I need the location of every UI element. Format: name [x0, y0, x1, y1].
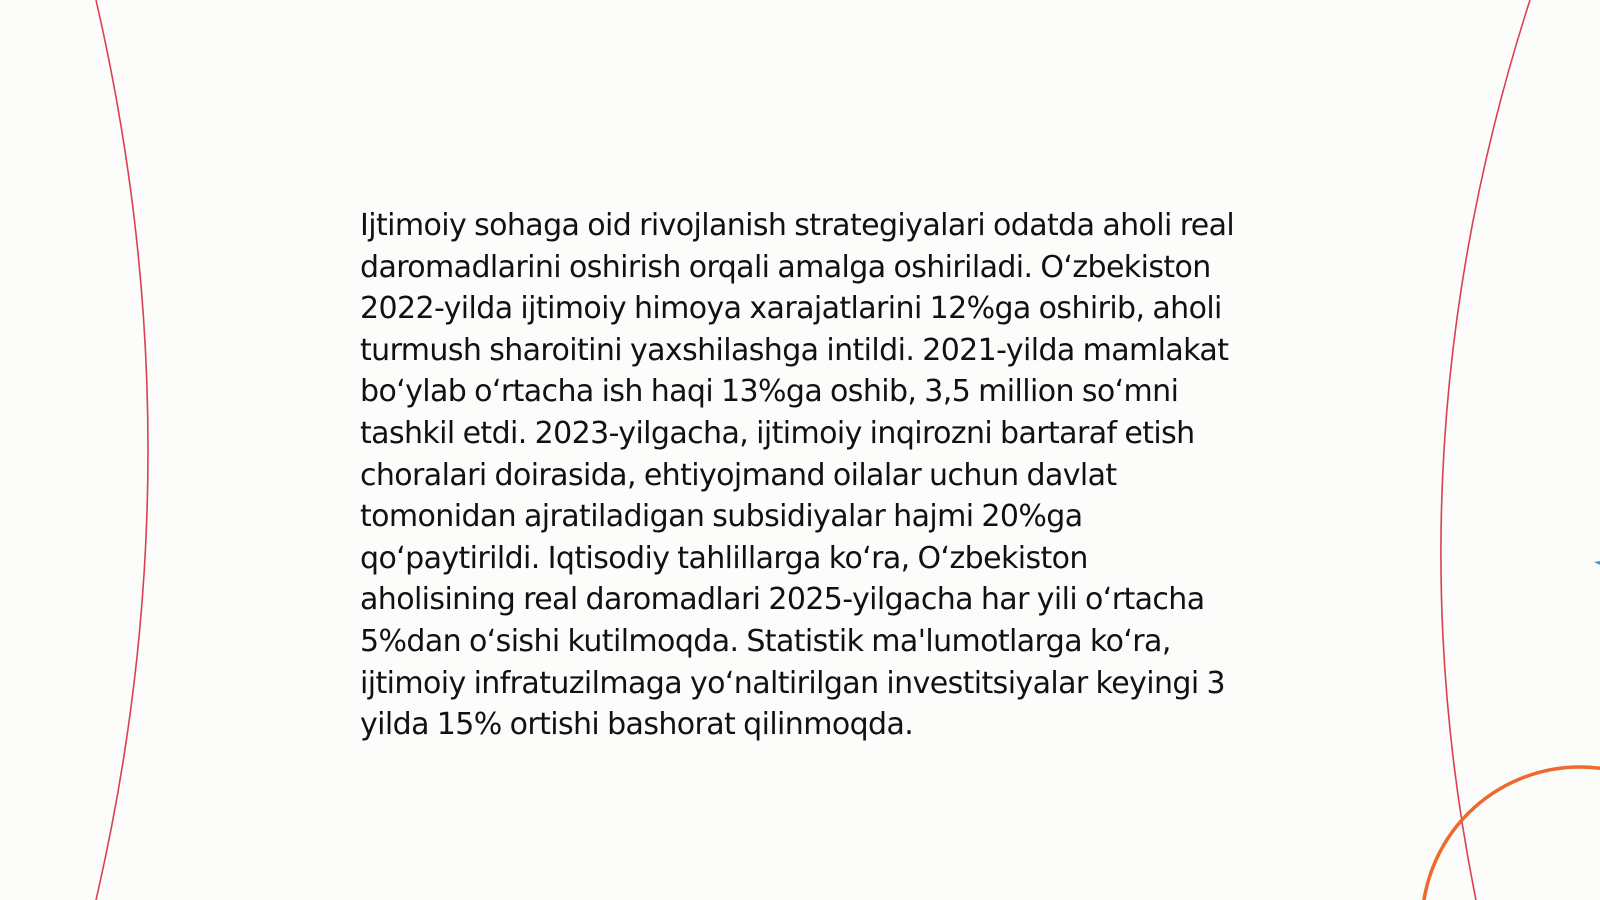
orange-arc	[1422, 767, 1600, 900]
right-curve-line	[1441, 0, 1530, 900]
blue-accent-mark	[1594, 561, 1600, 565]
left-curve-line	[96, 0, 148, 900]
body-paragraph: Ijtimoiy sohaga oid rivojlanish strategiyalari odatda aholi real daromadlarini oshirish orqali amalga oshiriladi. O‘zbekiston 2022-yilda ijtimoiy himoya xarajatlarini 12%ga oshirib, aholi turmush sharoitini yaxshilashga intildi. 2021-yilda mamlakat bo‘ylab o‘rtacha ish haqi 13%ga oshib, 3,5 million so‘mni tashkil etdi. 2023-yilgacha, ijtimoiy inqirozni bartaraf etish choralari doirasida, ehtiyojmand oilalar uchun davlat tomonidan ajratiladigan subsidiyalar hajmi 20%ga qo‘paytirildi. Iqtisodiy tahlillarga ko‘ra, O‘zbekiston aholisining real daromadlari 2025-yilgacha har yili o‘rtacha 5%dan o‘sishi kutilmoqda. Statistik ma'lumotlarga ko‘ra, ijtimoiy infratuzilmaga yo‘naltirilgan investitsiyalar keyingi 3 yilda 15% ortishi bashorat qilinmoqda.	[360, 208, 1235, 743]
